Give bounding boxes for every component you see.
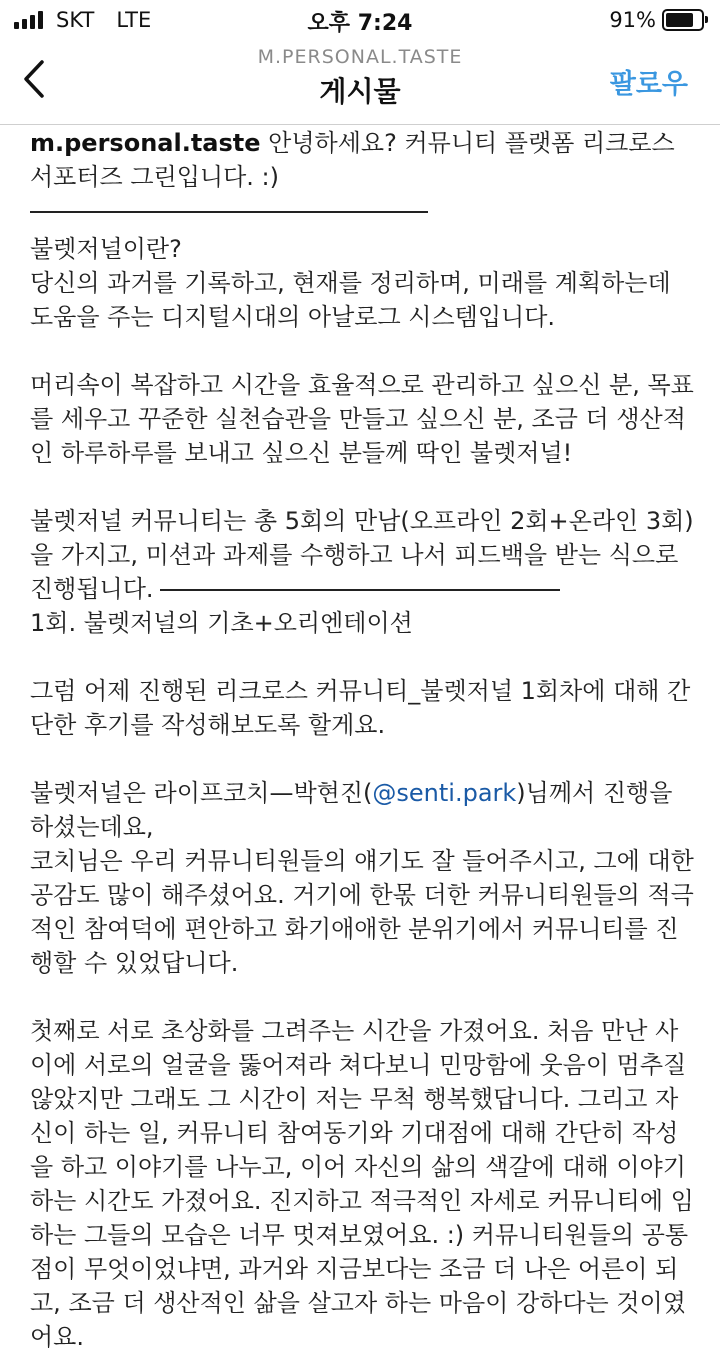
battery-fill xyxy=(666,13,693,27)
question-title: 불렛저널이란? xyxy=(30,235,182,263)
community-text: 불렛저널 커뮤니티는 총 5회의 만남(오프라인 2회+온라인 3회)을 가지고, 미션과 과제를 수행하고 나서 피드백을 받는 식으로 진행됩니다. xyxy=(30,507,694,603)
session-title: 1회. 불렛저널의 기초+오리엔테이션 xyxy=(30,609,413,637)
coach-paragraph: 코치님은 우리 커뮤니티원들의 얘기도 잘 들어주시고, 그에 대한 공감도 많이 해주셨어요. 거기에 한몫 더한 커뮤니티원들의 적극적인 참여덕에 편안하고 화기애애한 분위기에서 커뮤니티를 진행할 수 있었답니다. xyxy=(30,847,694,977)
post-username[interactable]: m.personal.taste xyxy=(30,129,261,157)
divider-line xyxy=(30,194,694,228)
account-subtitle: M.PERSONAL.TASTE xyxy=(257,46,463,68)
coach-mention-link[interactable]: @senti.park xyxy=(372,779,517,807)
follow-button[interactable]: 팔로우 xyxy=(609,69,688,100)
community-paragraph xyxy=(30,504,694,606)
inline-divider xyxy=(160,589,560,591)
post-caption xyxy=(30,126,694,1354)
status-left xyxy=(14,8,151,32)
question-body: 당신의 과거를 기록하고, 현재를 정리하며, 미래를 계획하는데 도움을 주는 디지털시대의 아날로그 시스템입니다. xyxy=(30,269,671,331)
coach-post: )님께서 진행을 하셨는데요, xyxy=(30,779,673,841)
target-paragraph: 머리속이 복잡하고 시간을 효율적으로 관리하고 싶으신 분, 목표를 세우고 꾸준한 실천습관을 만들고 싶으신 분, 조금 더 생산적인 하루하루를 보내고 싶으신 분들께 딱인 불렛저널! xyxy=(30,371,694,467)
navigation-bar xyxy=(0,40,720,125)
page-title: 게시물 xyxy=(319,75,401,108)
status-time: 오후 7:24 xyxy=(307,11,413,36)
status-right xyxy=(609,8,704,32)
status-bar xyxy=(0,0,720,40)
review-paragraph: 그럼 어제 진행된 리크로스 커뮤니티_불렛저널 1회차에 대해 간단한 후기를 작성해보도록 할게요. xyxy=(30,677,691,739)
network-label: LTE xyxy=(116,8,152,32)
battery-percent: 91% xyxy=(609,8,656,32)
coach-line xyxy=(30,776,694,844)
first-activity-paragraph: 첫째로 서로 초상화를 그려주는 시간을 가졌어요. 처음 만난 사이에 서로의 얼굴을 뚫어져라 쳐다보니 민망함에 웃음이 멈추질 않았지만 그래도 그 시간이 저는 무척 행복했답니다. 그리고 자신이 하는 일, 커뮤니티 참여동기와 기대점에 대해 간단히 작성을 하고 이야기를 나누고, 이어 자신의 삶의 색갈에 대해 이야기하는 시간도 가졌어요. 진지하고 적극적인 자세로 커뮤니티에 임하는 그들의 모습은 너무 멋져보였어요. :) 커뮤니티원들의 공통점이 무엇이었냐면, 과거와 지금보다는 조금 더 나은 어른이 되고, 조금 더 생산적인 삶을 살고자 하는 마음이 강하다는 것이였어요. xyxy=(30,1017,694,1351)
battery-nub xyxy=(705,16,708,23)
coach-pre: 불렛저널은 라이프코치—박현진( xyxy=(30,779,373,807)
caption-intro xyxy=(30,126,694,194)
cellular-signal-icon xyxy=(14,11,46,29)
intro-text: 안녕하세요? 커뮤니티 플랫폼 리크로스 서포터즈 그린입니다. :) xyxy=(30,129,675,191)
battery-icon xyxy=(662,9,704,31)
carrier-label: SKT xyxy=(56,8,95,32)
